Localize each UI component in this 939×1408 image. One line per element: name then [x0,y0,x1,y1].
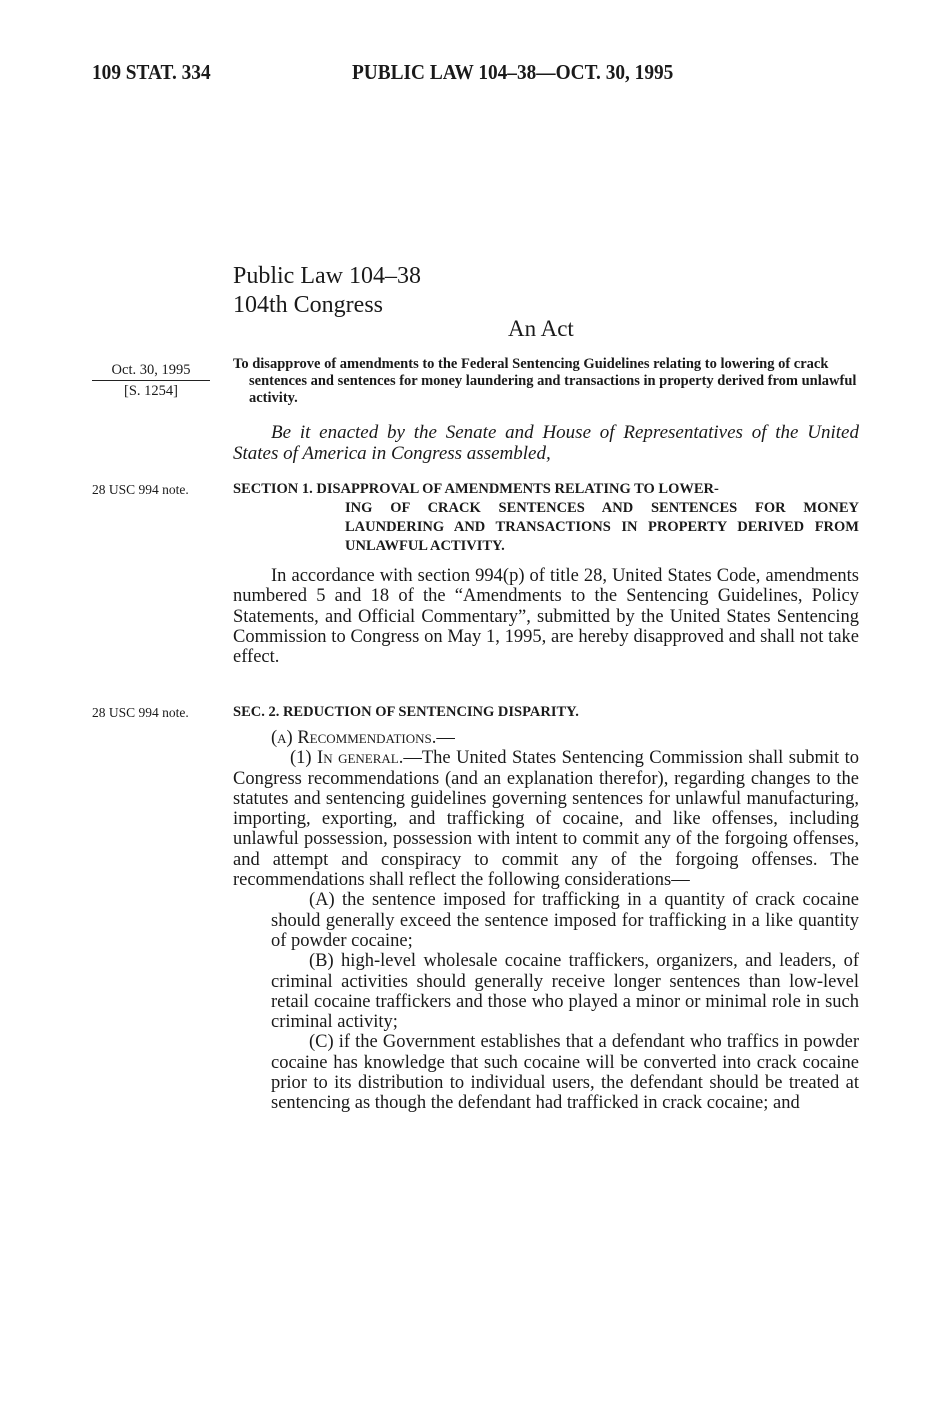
section2-body [233,728,859,1114]
purpose-clause: To disapprove of amendments to the Federal Sentencing Guidelines relating to lowering of crack sentences and sentences for money laundering and transactions in property derived from unlawful activity. [233,356,857,406]
section1-label: SECTION 1. [233,481,313,497]
section1-text: In accordance with section 994(p) of title 28, United States Code, amendments numbered 5 and 18 of the “Amendments to the Sentencing Guidelines, Policy Statements, and Official Commentary”, submitted by the United States Sentencing Commission to Congress on May 1, 1995, are hereby disapproved and shall not take effect. [233,566,859,668]
section1-heading [233,480,859,556]
margin-date-block [92,362,210,400]
running-title: PUBLIC LAW 104–38—OCT. 30, 1995 [352,60,674,84]
paragraph-1-label: (1) In general. [290,748,404,769]
title-block [233,262,421,320]
public-law-number: Public Law 104–38 [233,263,421,289]
bill-number: [S. 1254] [124,383,178,399]
section1-heading-rest: ING OF CRACK SENTENCES AND SENTENCES FOR MONEY LAUNDERING AND TRANSACTIONS IN PROPERTY DERIVED FROM UNLAWFUL ACTIVITY. [345,500,859,554]
item-b: (B) high-level wholesale cocaine traffickers, organizers, and leaders, of criminal activities should generally receive longer sentences than low-level retail cocaine traffickers and those who played a minor or minimal role in such criminal activity; [271,951,859,1033]
paragraph-1-text: —The United States Sentencing Commission shall submit to Congress recommendations (and an explanation therefor), regarding changes to the statutes and sentencing guidelines governing sentences for unlawful manufacturing, importing, exporting, and trafficking of cocaine, and like offenses, including unlawful possession, possession with intent to commit any of the forgoing offenses, and attempt and conspiracy to commit any of the forgoing offenses. The recommendations shall reflect the following considerations— [233,748,859,891]
congress-number: 104th Congress [233,292,383,318]
paragraph-1 [233,748,859,890]
enactment-date: Oct. 30, 1995 [92,362,210,381]
subsection-a-heading: (a) Recommendations.— [271,728,455,748]
item-a: (A) the sentence imposed for trafficking in a quantity of crack cocaine should generally exceed the sentence imposed for trafficking in a like quantity of powder cocaine; [271,890,859,951]
margin-note-section2: 28 USC 994 note. [92,705,189,720]
stat-page-number: 109 STAT. 334 [92,60,211,84]
section2-heading: SEC. 2. REDUCTION OF SENTENCING DISPARITY. [233,704,579,720]
margin-note-section1: 28 USC 994 note. [92,482,189,497]
item-c: (C) if the Government establishes that a defendant who traffics in powder cocaine has knowledge that such cocaine will be converted into crack cocaine prior to its distribution to individual users, the defendant should be treated at sentencing as though the defendant had trafficked in crack cocaine; and [271,1032,859,1114]
section1-heading-line1: DISAPPROVAL OF AMENDMENTS RELATING TO LOWER- [316,481,719,497]
enacting-clause: Be it enacted by the Senate and House of Representatives of the United States of America in Congress assembled, [233,422,859,464]
act-heading: An Act [508,316,574,341]
section1-body [233,566,859,667]
